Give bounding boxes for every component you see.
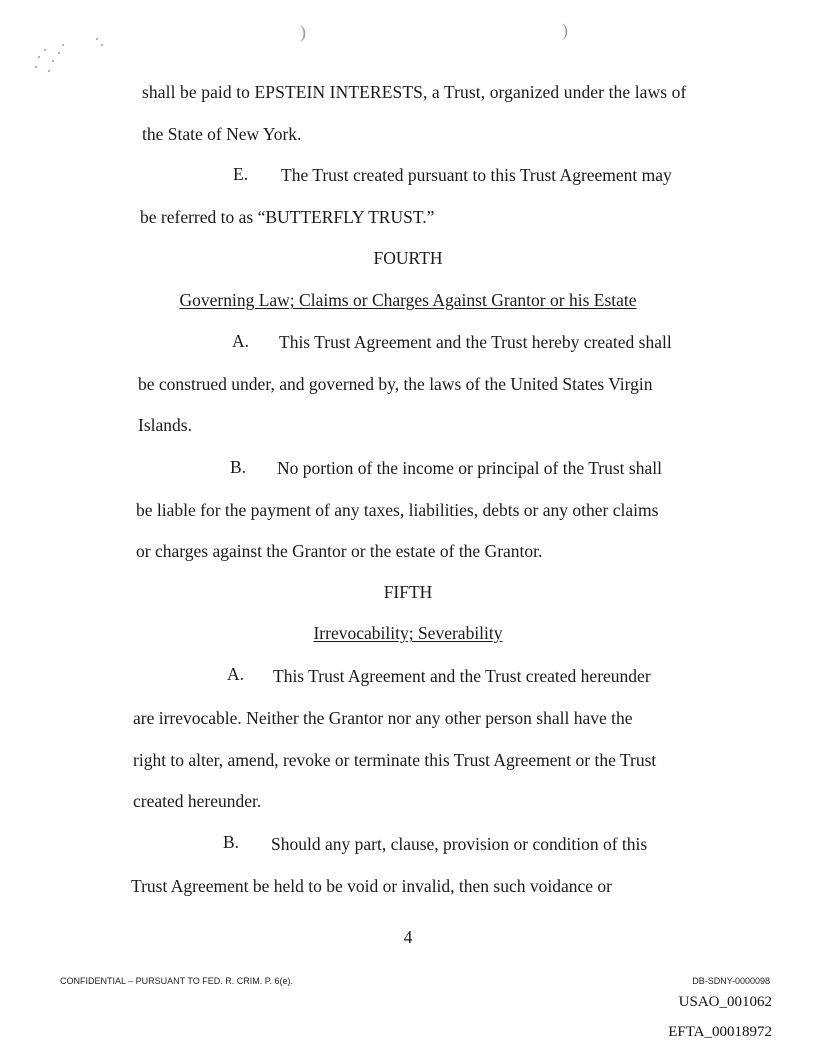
paragraph-line: are irrevocable. Neither the Grantor nor any other person shall have the	[133, 708, 633, 728]
paragraph-line: This Trust Agreement and the Trust created hereunder	[273, 666, 651, 686]
paragraph-line: No portion of the income or principal of the Trust shall	[277, 458, 662, 478]
paragraph-line: created hereunder.	[133, 791, 262, 811]
scan-mark-left: )	[300, 22, 306, 42]
section-title: Irrevocability; Severability	[313, 623, 503, 643]
paragraph-line: The Trust created pursuant to this Trust Agreement may	[281, 165, 672, 185]
section-marker: B.	[223, 832, 240, 852]
paragraph-line: be construed under, and governed by, the laws of the United States Virgin	[138, 374, 653, 394]
db-bates-number: DB-SDNY-0000098	[692, 976, 770, 986]
section-marker: B.	[230, 457, 247, 477]
paragraph-line: Trust Agreement be held to be void or invalid, then such voidance or	[131, 876, 612, 896]
paragraph-line: shall be paid to EPSTEIN INTERESTS, a Trust, organized under the laws of	[142, 82, 687, 102]
confidential-notice: CONFIDENTIAL – PURSUANT TO FED. R. CRIM. P. 6(e).	[60, 976, 294, 986]
paragraph-line: right to alter, amend, revoke or terminate this Trust Agreement or the Trust	[133, 750, 657, 770]
usao-bates-number: USAO_001062	[678, 994, 772, 1010]
paragraph-line: This Trust Agreement and the Trust hereby created shall	[279, 332, 672, 352]
paragraph-line: be liable for the payment of any taxes, liabilities, debts or any other claims	[136, 500, 659, 520]
article-heading: FOURTH	[373, 248, 443, 268]
article-heading: FIFTH	[383, 582, 433, 602]
section-marker: A.	[232, 331, 250, 351]
paragraph-line: or charges against the Grantor or the estate of the Grantor.	[136, 541, 543, 561]
scan-mark-right: )	[562, 20, 568, 40]
efta-bates-number: EFTA_00018972	[668, 1024, 772, 1040]
paragraph-line: be referred to as “BUTTERFLY TRUST.”	[140, 207, 435, 227]
section-marker: E.	[233, 164, 249, 184]
section-title: Governing Law; Claims or Charges Against Grantor or his Estate	[179, 290, 637, 310]
paragraph-line: the State of New York.	[142, 124, 302, 144]
section-marker: A.	[227, 664, 245, 684]
paragraph-line: Islands.	[138, 415, 192, 435]
page-number: 4	[403, 927, 413, 947]
paragraph-line: Should any part, clause, provision or condition of this	[271, 834, 648, 854]
